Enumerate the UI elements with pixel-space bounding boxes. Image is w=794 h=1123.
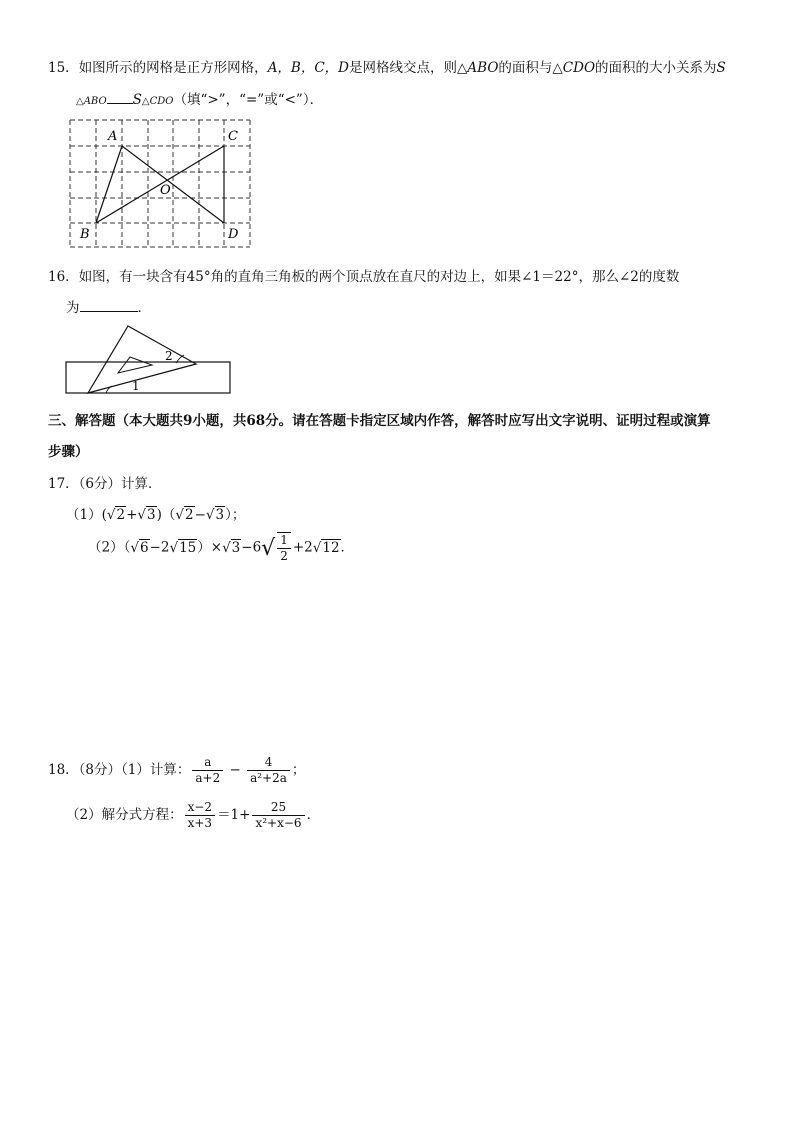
q15-number: 15．: [48, 60, 79, 76]
frac-4-over-a2-plus-2a: $\frac{4}{\text{a²+2a}}$: [247, 755, 290, 786]
q16-number: 16．: [48, 269, 79, 285]
sqrt-3-a: √3: [137, 507, 156, 523]
q16-period: ．: [137, 300, 151, 316]
sqrt-half: √: [261, 535, 276, 561]
q15-abo: ABO: [467, 60, 499, 76]
q15-grid-figure: [60, 112, 260, 250]
q15-label-d: D: [228, 227, 239, 242]
q15-label-a: A: [108, 129, 118, 144]
q16-line2: [66, 296, 151, 316]
sqrt-15: √15: [169, 539, 197, 556]
q18-part1: 18．（8分）（1）计算： $\frac{a}{a+2}$ − $\frac{4}{\text{a²+2a}}$ ；: [48, 755, 306, 785]
sqrt-6: √6: [130, 539, 149, 556]
q18-semicolon: ；: [291, 762, 306, 778]
q18-period: ．: [306, 807, 321, 823]
q15-text-b: 是网格线交点，则△: [349, 60, 468, 76]
q15-text-a: 如图所示的网格是正方形网格，: [78, 60, 268, 76]
q15-text-d: 的面积的大小关系为: [595, 60, 717, 76]
sqrt-3-b: √3: [205, 507, 225, 523]
q16-angle-2-label: 2: [165, 349, 173, 363]
q15-answer-blank[interactable]: [107, 103, 133, 104]
sqrt-3-c: √3: [222, 539, 241, 556]
q15-line1: [48, 56, 726, 76]
sqrt-2-b: √2: [175, 507, 194, 523]
frac-half: $\frac{1}{2}$: [277, 532, 291, 564]
q15-label-o: O: [160, 183, 171, 198]
q18-part2-label: （2）解分式方程：: [66, 807, 183, 823]
q15-points: A，B，C，D: [267, 60, 350, 76]
frac-25-over-quadratic: $\frac{25}{\text{x²+x−6}}$: [252, 800, 304, 831]
q16-line2-text: 为: [66, 300, 80, 316]
q15-label-c: C: [228, 129, 238, 144]
q15-cdo: CDO: [562, 60, 596, 76]
q15-text-c: 的面积与△: [498, 60, 563, 76]
section3-title-line1: 三、解答题（本大题共9小题，共68分。请在答题卡指定区域内作答，解答时应写出文字说明、证明过程或演算: [48, 413, 711, 429]
q17-part2-label: （2）: [88, 539, 124, 556]
frac-x-minus-2-over-x-plus-3: $\frac{x-2}{x+3}$: [185, 800, 215, 831]
q15-s: S: [716, 60, 726, 76]
q17-heading: 17．（6分）计算．: [48, 476, 162, 492]
q17-part2: （2）（√6−2√15）×√3−6√ $\frac{1}{2}$ +2√12．: [88, 533, 355, 563]
q16-answer-blank[interactable]: [80, 311, 138, 312]
section3-title-line2: 步骤）: [48, 444, 89, 460]
q15-label-b: B: [80, 227, 90, 242]
q16-angle-1-label: 1: [132, 379, 140, 393]
sqrt-12: √12: [312, 539, 340, 556]
q16-text: 如图，有一块含有45°角的直角三角板的两个顶点放在直尺的对边上，如果∠1＝22°，那么∠2的度数: [78, 269, 680, 285]
q18-part2: [66, 800, 320, 831]
q17-part1: （1）(√2+√3)（√2−√3）；: [66, 507, 246, 523]
q15-sub-abo: △ABO: [76, 96, 107, 107]
q15-tail: （填“>”，“=”或“<”）．: [173, 92, 324, 108]
q18-equals: ＝1+: [217, 807, 251, 823]
sqrt-2-a: √2: [106, 507, 126, 523]
q17-part1-label: （1）: [66, 507, 102, 523]
frac-a-over-a-plus-2: $\frac{a}{a+2}$: [192, 755, 223, 786]
q15-sub-cdo: △CDO: [141, 96, 174, 107]
q18-heading: 18．（8分）（1）计算：: [48, 762, 191, 778]
q16-ruler-figure: [60, 320, 240, 400]
q15-s2: S: [132, 92, 142, 108]
q16-line1: [48, 265, 679, 285]
q15-line2: [76, 88, 323, 108]
